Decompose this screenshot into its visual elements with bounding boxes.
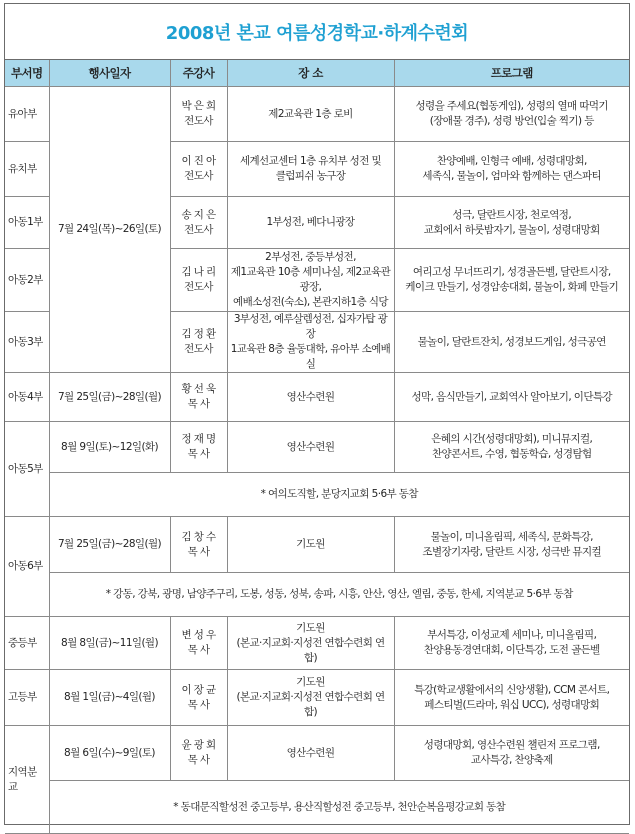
date-cell: 7월 24일(목)~26일(토) [49,87,170,373]
table-row [5,422,629,473]
date-cell: 7월 25일(금)~28일(월) [49,517,170,573]
place-cell: 2부성전, 중등부성전, 제1교육관 10층 세미나실, 제2교육관 광장, 예배소성전(숙소), 본관지하1층 식당 [227,249,394,312]
program-cell: 특강(학교생활에서의 신앙생활), CCM 콘서트, 페스티벌(드라마, 워십 UCC), 성령대망회 [394,670,629,726]
place-cell: 1부성전, 베다니광장 [227,197,394,249]
program-cell: 은혜의 시간(성령대망회), 미니뮤지컬, 찬양콘서트, 수영, 협동학습, 성경탐험 [394,422,629,473]
speaker-cell: 황 선 욱 목 사 [170,373,227,422]
speaker-cell: 변 성 우 목 사 [170,617,227,670]
dept-cell: 지역분교 [5,726,49,834]
speaker-cell: 송 지 은 전도사 [170,197,227,249]
schedule-table [5,60,629,834]
date-cell: 8월 6일(수)~9일(토) [49,726,170,781]
place-cell: 기도원 [227,517,394,573]
dept-cell: 아동1부 [5,197,49,249]
place-cell: 영산수련원 [227,373,394,422]
note-cell: * 강동, 강북, 광명, 남양주구리, 도봉, 성동, 성북, 송파, 시흥, 안산, 영산, 엘림, 중동, 한세, 지역분교 5·6부 동참 [49,573,629,617]
dept-cell: 아동2부 [5,249,49,312]
table-row [5,373,629,422]
date-cell: 8월 9일(토)~12일(화) [49,422,170,473]
header-program: 프로그램 [394,60,629,87]
speaker-cell: 정 재 명 목 사 [170,422,227,473]
date-cell: 8월 8일(금)~11일(월) [49,617,170,670]
program-cell: 찬양예배, 인형극 예배, 성령대망회, 세족식, 물놀이, 엄마와 함께하는 댄스파티 [394,142,629,197]
table-row [5,517,629,573]
date-cell: 7월 25일(금)~28일(월) [49,373,170,422]
dept-cell: 아동3부 [5,312,49,373]
page-title: 2008년 본교 여름성경학교·하계수련회 [5,4,629,60]
program-cell: 물놀이, 미니올림픽, 세족식, 문화특강, 조별장기자랑, 달란트 시장, 성극반 뮤지컬 [394,517,629,573]
note-cell: * 동대문직할성전 중고등부, 용산직할성전 중고등부, 천안순복음평강교회 동참 [49,781,629,834]
program-cell: 성극, 달란트시장, 천로역정, 교회에서 하룻밤자기, 물놀이, 성령대망회 [394,197,629,249]
header-place: 장 소 [227,60,394,87]
speaker-cell: 김 창 수 목 사 [170,517,227,573]
speaker-cell: 김 나 리 전도사 [170,249,227,312]
dept-cell: 유아부 [5,87,49,142]
note-row [5,473,629,517]
program-cell: 성령을 주세요(협동게임), 성령의 열매 따먹기 (장애물 경주), 성령 방언(입술 찍기) 등 [394,87,629,142]
dept-cell: 중등부 [5,617,49,670]
place-cell: 3부성전, 예루살렘성전, 십자가탑 광장 1교육관 8층 율동대학, 유아부 소예배실 [227,312,394,373]
program-cell: 부서특강, 이성교제 세미나, 미니올림픽, 찬양용동경연대회, 이단특강, 도전 골든벨 [394,617,629,670]
table-row [5,726,629,781]
speaker-cell: 김 정 환 전도사 [170,312,227,373]
speaker-cell: 박 은 희 전도사 [170,87,227,142]
dept-cell: 고등부 [5,670,49,726]
header-row [5,60,629,87]
note-row [5,781,629,834]
place-cell: 제2교육관 1층 로비 [227,87,394,142]
header-speaker: 주강사 [170,60,227,87]
schedule-sheet [4,3,630,825]
program-cell: 성령대망회, 영산수련원 챌린저 프로그램, 교사특강, 찬양축제 [394,726,629,781]
table-row [5,617,629,670]
speaker-cell: 윤 광 회 목 사 [170,726,227,781]
date-cell: 8월 1일(금)~4일(월) [49,670,170,726]
dept-cell: 아동5부 [5,422,49,517]
header-date: 행사일자 [49,60,170,87]
program-cell: 여리고성 무너뜨리기, 성경골든벨, 달란트시장, 케이크 만들기, 성경암송대회, 물놀이, 화페 만들기 [394,249,629,312]
header-dept: 부서명 [5,60,49,87]
place-cell: 영산수련원 [227,726,394,781]
dept-cell: 아동6부 [5,517,49,617]
speaker-cell: 이 장 균 목 사 [170,670,227,726]
place-cell: 영산수련원 [227,422,394,473]
table-row [5,670,629,726]
dept-cell: 유치부 [5,142,49,197]
dept-cell: 아동4부 [5,373,49,422]
place-cell: 기도원 (본교·지교회·지성전 연합수련회 연합) [227,670,394,726]
place-cell: 기도원 (본교·지교회·지성전 연합수련회 연합) [227,617,394,670]
speaker-cell: 이 진 아 전도사 [170,142,227,197]
table-row [5,87,629,142]
note-cell: * 여의도직할, 분당지교회 5·6부 동참 [49,473,629,517]
program-cell: 성막, 음식만들기, 교회역사 알아보기, 이단특강 [394,373,629,422]
note-row [5,573,629,617]
program-cell: 물놀이, 달란트잔치, 성경보드게임, 성극공연 [394,312,629,373]
place-cell: 세계선교센터 1층 유치부 성전 및 클럽피쉬 농구장 [227,142,394,197]
